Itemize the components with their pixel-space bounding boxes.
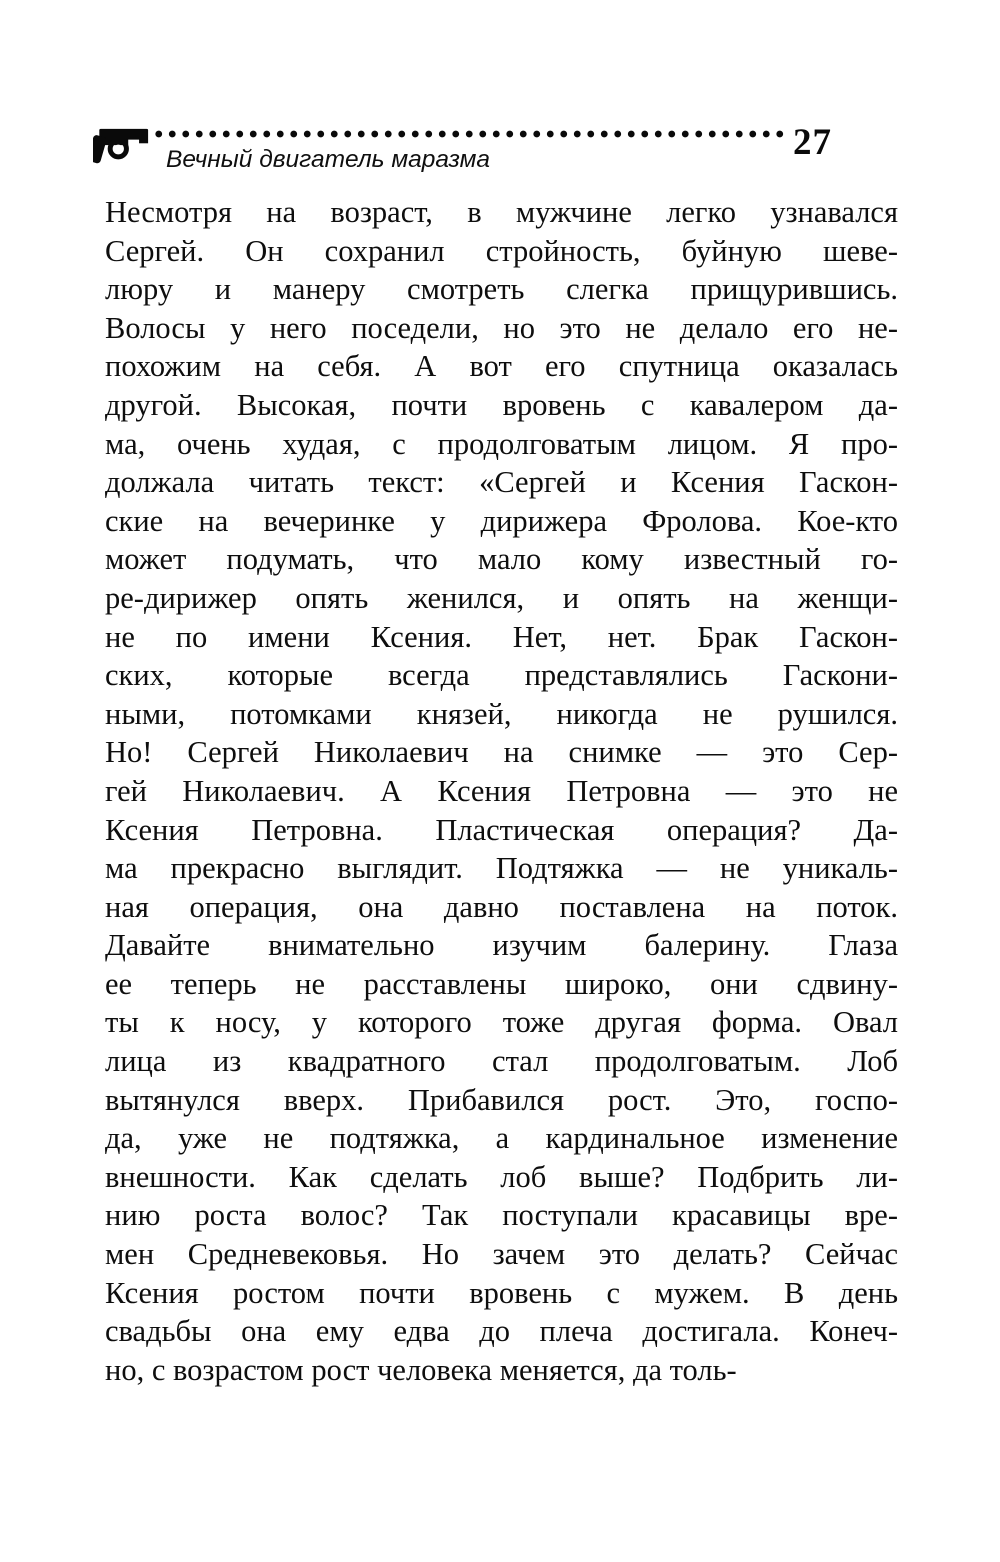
text-line: внешности. Как сделать лоб выше? Подбрить ли-	[105, 1159, 898, 1194]
text-line: Давайте внимательно изучим балерину. Глаза	[105, 928, 898, 963]
text-line: но, с возрастом рост человека меняется, да толь-	[105, 1352, 737, 1387]
text-line: ские на вечеринке у дирижера Фролова. Кое-кто	[105, 503, 898, 538]
text-line: должала читать текст: «Сергей и Ксения Гаскон-	[105, 465, 898, 500]
text-line: ная операция, она давно поставлена на поток.	[105, 889, 898, 924]
pistol-icon	[93, 121, 149, 171]
page-number: 27	[793, 122, 832, 163]
text-line: похожим на себя. А вот его спутница оказалась	[105, 349, 898, 384]
text-line: ными, потомками князей, никогда не рушился.	[105, 696, 898, 731]
text-line: да, уже не подтяжка, а кардинальное изменение	[105, 1121, 898, 1156]
text-line: вытянулся вверх. Прибавился рост. Это, госпо-	[105, 1082, 898, 1117]
text-line: свадьбы она ему едва до плеча достигала. Конеч-	[105, 1314, 898, 1349]
text-line: мен Средневековья. Но зачем это делать? Сейчас	[105, 1237, 898, 1272]
text-line: ских, которые всегда представлялись Гаскони-	[105, 658, 898, 693]
text-line: ре-дирижер опять женился, и опять на женщи-	[105, 580, 898, 615]
text-line: ты к носу, у которого тоже другая форма. Овал	[105, 1005, 898, 1040]
text-line: нию роста волос? Так поступали красавицы вре-	[105, 1198, 898, 1233]
text-line: другой. Высокая, почти вровень с кавалером да-	[105, 387, 898, 422]
text-line: ма прекрасно выглядит. Подтяжка — не уникаль-	[105, 851, 898, 886]
text-line: Волосы у него поседели, но это не делало его не-	[105, 310, 898, 345]
text-line: лица из квадратного стал продолговатым. Лоб	[105, 1044, 898, 1079]
text-line: ее теперь не расставлены широко, они сдвину-	[105, 966, 898, 1001]
text-line: ма, очень худая, с продолговатым лицом. Я про-	[105, 426, 898, 461]
text-line: Несмотря на возраст, в мужчине легко узнавался	[105, 195, 898, 229]
dotted-leader-line	[152, 129, 786, 139]
text-line: Сергей. Он сохранил стройность, буйную шеве-	[105, 233, 898, 268]
text-line: Ксения ростом почти вровень с мужем. В день	[105, 1275, 898, 1310]
text-line: Но! Сергей Николаевич на снимке — это Сер-	[105, 735, 898, 770]
text-line: может подумать, что мало кому известный го-	[105, 542, 898, 577]
body-text	[105, 193, 898, 1389]
text-line: люру и манеру смотреть слегка прищурившись.	[105, 272, 898, 307]
text-line: Ксения Петровна. Пластическая операция? Да-	[105, 812, 898, 847]
text-line: гей Николаевич. А Ксения Петровна — это не	[105, 773, 898, 808]
text-line: не по имени Ксения. Нет, нет. Брак Гаскон-	[105, 619, 898, 654]
running-title: Вечный двигатель маразма	[166, 146, 491, 173]
